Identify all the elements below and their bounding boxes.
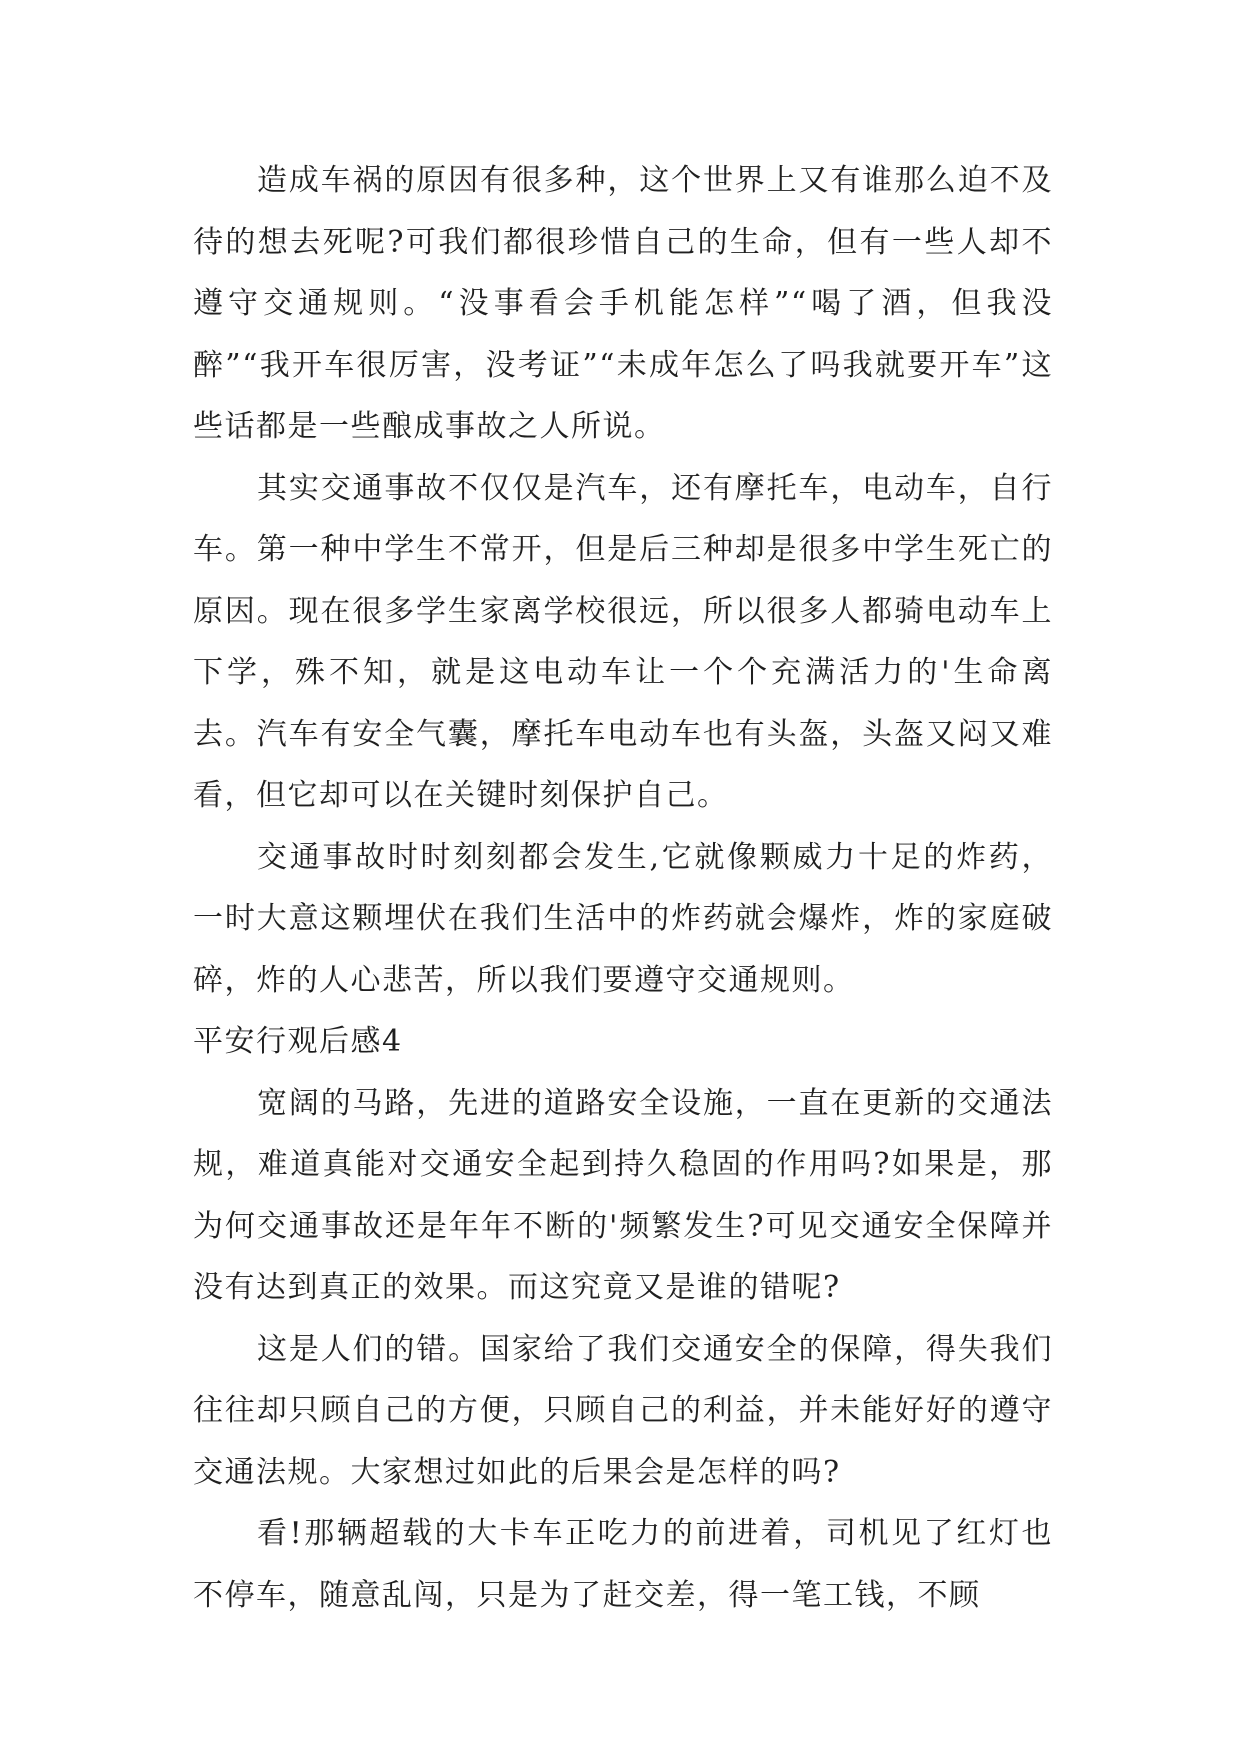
section-title: 平安行观后感4: [193, 1024, 403, 1059]
paragraph-2: 其实交通事故不仅仅是汽车，还有摩托车，电动车，自行车。第一种中学生不常开，但是后三种却是很多中学生死亡的原因。现在很多学生家离学校很远，所以很多人都骑电动车上下学，殊不知，就是这电动车让一个个充满活力的'生命离去。汽车有安全气囊，摩托车电动车也有头盔，头盔又闷又难看，但它却可以在关键时刻保护自己。: [193, 470, 1053, 813]
paragraph-3: 交通事故时时刻刻都会发生,它就像颗威力十足的炸药，一时大意这颗埋伏在我们生活中的炸药就会爆炸，炸的家庭破碎，炸的人心悲苦，所以我们要遵守交通规则。: [193, 839, 1053, 998]
paragraph-4: 宽阔的马路，先进的道路安全设施，一直在更新的交通法规，难道真能对交通安全起到持久稳固的作用吗?如果是，那为何交通事故还是年年不断的'频繁发生?可见交通安全保障并没有达到真正的效果。而这究竟又是谁的错呢?: [193, 1085, 1053, 1305]
paragraph-5: 这是人们的错。国家给了我们交通安全的保障，得失我们往往却只顾自己的方便，只顾自己的利益，并未能好好的遵守交通法规。大家想过如此的后果会是怎样的吗?: [193, 1331, 1053, 1490]
document-body: [193, 150, 1053, 1626]
paragraph-1: 造成车祸的原因有很多种，这个世界上又有谁那么迫不及待的想去死呢?可我们都很珍惜自己的生命，但有一些人却不遵守交通规则。“没事看会手机能怎样”“喝了酒，但我没醉”“我开车很厉害，没考证”“未成年怎么了吗我就要开车”这些话都是一些酿成事故之人所说。: [193, 163, 1053, 444]
paragraph-6: 看!那辆超载的大卡车正吃力的前进着，司机见了红灯也不停车，随意乱闯，只是为了赶交差，得一笔工钱，不顾: [193, 1516, 1053, 1613]
